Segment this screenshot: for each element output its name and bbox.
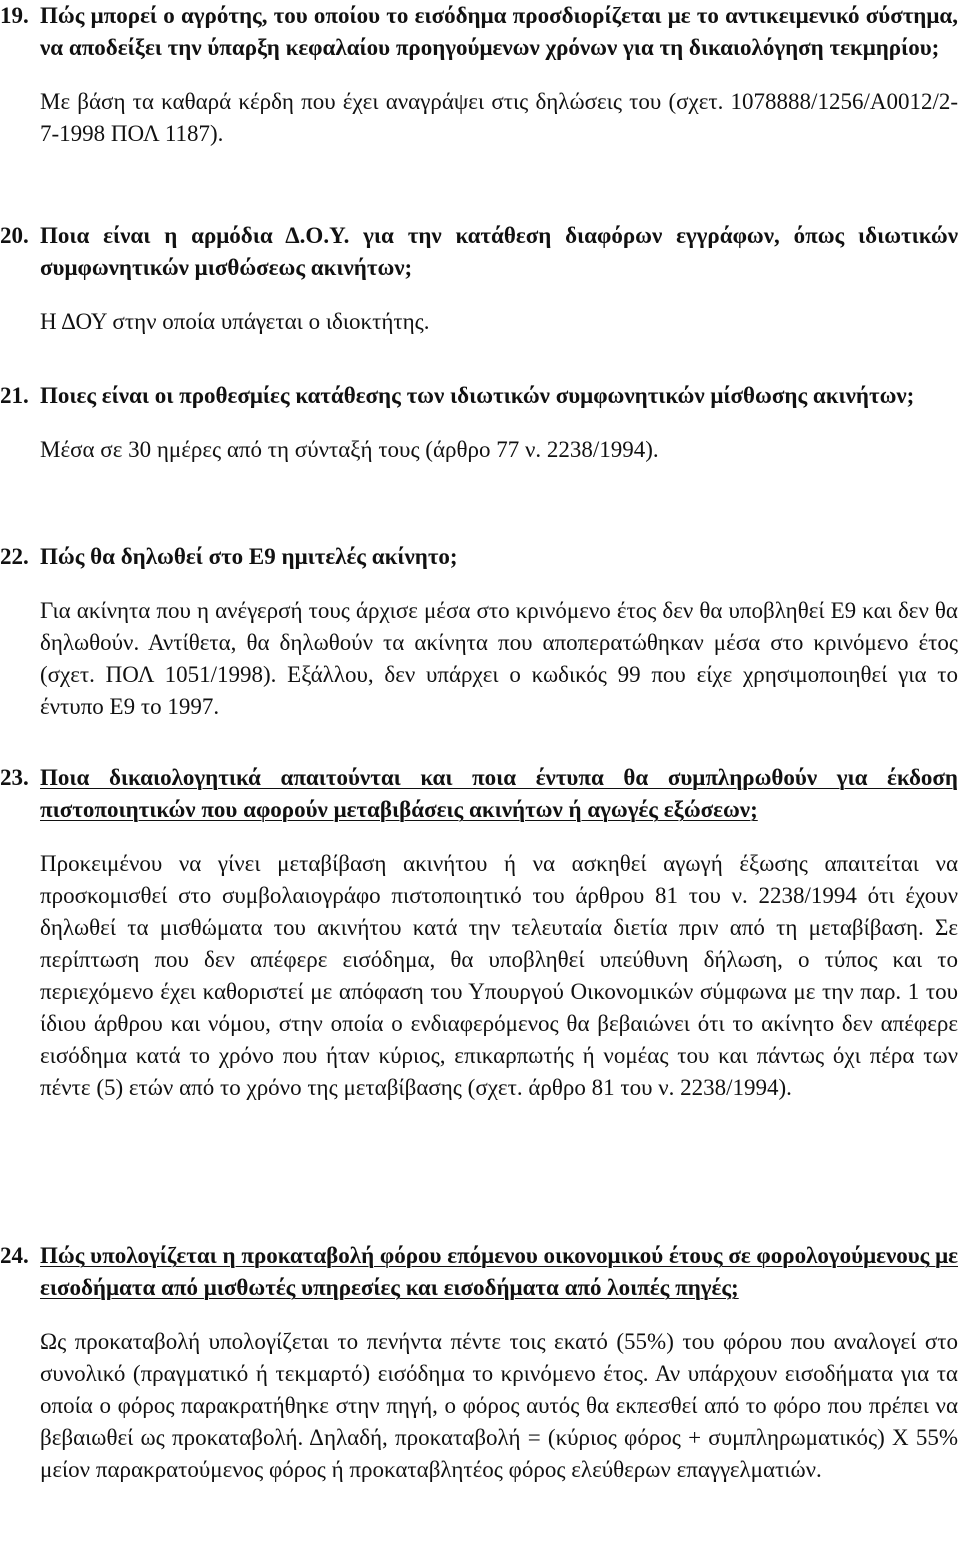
question-number: 20. [0,223,29,248]
question-number: 19. [0,3,29,28]
question-23 [0,762,958,826]
question-number: 23. [0,765,29,790]
answer-21: Μέσα σε 30 ημέρες από τη σύνταξή τους (άρθρο 77 ν. 2238/1994). [40,437,659,462]
question-text: Πώς υπολογίζεται η προκαταβολή φόρου επόμενου οικονομικού έτους σε φορολογούμενους με εισοδήματα από μισθωτές υπηρεσίες και εισοδήματα από λοιπές πηγές; [40,1243,958,1300]
question-22 [0,541,958,573]
question-number: 24. [0,1243,29,1268]
question-number: 21. [0,383,29,408]
answer-23: Προκειμένου να γίνει μεταβίβαση ακινήτου ή να ασκηθεί αγωγή έξωσης απαιτείται να προσκομισθεί στο συμβολαιογράφο πιστοποιητικό του άρθρου 81 του ν. 2238/1994 ότι έχουν δηλωθεί τα μισθώματα του ακινήτου κατά την τελευταία διετία πριν από τη μεταβίβαση. Σε περίπτωση που δεν απέφερε εισόδημα, θα υποβληθεί υπεύθυνη δήλωση, ο τύπος και το περιεχόμενο έχει καθοριστεί με απόφαση του Υπουργού Οικονομικών σύμφωνα με την παρ. 1 του ίδιου άρθρου και νόμου, στην οποία ο ενδιαφερόμενος θα βεβαιώνει ότι το ακίνητο δεν απέφερε εισόδημα κατά το χρόνο που ήταν κύριος, επικαρπωτής ή νομέας του και πάντως όχι πέρα των πέντε (5) ετών από το χρόνο της μεταβίβασης (σχετ. άρθρο 81 του ν. 2238/1994). [40,851,958,1100]
question-text: Ποια είναι η αρμόδια Δ.Ο.Υ. για την κατάθεση διαφόρων εγγράφων, όπως ιδιωτικών συμφωνητικών μισθώσεως ακινήτων; [40,223,958,280]
question-text: Ποια δικαιολογητικά απαιτούνται και ποια έντυπα θα συμπληρωθούν για έκδοση πιστοποιητικών που αφορούν μεταβιβάσεις ακινήτων ή αγωγές εξώσεων; [40,765,958,822]
answer-24: Ως προκαταβολή υπολογίζεται το πενήντα πέντε τοις εκατό (55%) του φόρου που αναλογεί στο συνολικό (πραγματικό ή τεκμαρτό) εισόδημα το κρινόμενο έτος. Αν υπάρχουν εισοδήματα για τα οποία ο φόρος παρακρατήθηκε στην πηγή, ο φόρος αυτός θα εκπεσθεί από το φόρο που πρέπει να βεβαιωθεί ως προκαταβολή. Δηλαδή, προκαταβολή = (κύριος φόρος + συμπληρωματικός) Χ 55% μείον παρακρατούμενος φόρος ή προκαταβλητέος φόρος ελεύθερων επαγγελματιών. [40,1329,958,1482]
question-19 [0,0,958,64]
question-21 [0,380,958,412]
question-text: Πώς θα δηλωθεί στο Ε9 ημιτελές ακίνητο; [40,544,458,569]
question-number: 22. [0,544,29,569]
qa-item-20 [0,220,958,338]
answer-20: Η ΔΟΥ στην οποία υπάγεται ο ιδιοκτήτης. [40,309,430,334]
qa-item-23 [0,762,958,1104]
question-text: Πώς μπορεί ο αγρότης, του οποίου το εισόδημα προσδιορίζεται με το αντικειμενικό σύστημα, να αποδείξει την ύπαρξη κεφαλαίου προηγούμενων χρόνων για τη δικαιολόγηση τεκμηρίου; [40,3,958,60]
qa-item-24 [0,1240,958,1486]
qa-item-21 [0,380,958,466]
answer-22: Για ακίνητα που η ανέγερσή τους άρχισε μέσα στο κρινόμενο έτος δεν θα υποβληθεί Ε9 και δεν θα δηλωθούν. Αντίθετα, θα δηλωθούν τα ακίνητα που αποπερατώθηκαν μέσα στο κρινόμενο έτος (σχετ. ΠΟΛ 1051/1998). Εξάλλου, δεν υπάρχει ο κωδικός 99 που είχε χρησιμοποιηθεί για το έντυπο Ε9 το 1997. [40,598,958,719]
question-text: Ποιες είναι οι προθεσμίες κατάθεσης των ιδιωτικών συμφωνητικών μίσθωσης ακινήτων; [40,383,915,408]
question-24 [0,1240,958,1304]
question-20 [0,220,958,284]
qa-item-22 [0,541,958,723]
qa-item-19 [0,0,958,150]
answer-19: Με βάση τα καθαρά κέρδη που έχει αναγράψει στις δηλώσεις του (σχετ. 1078888/1256/Α0012/2-7-1998 ΠΟΛ 1187). [40,89,958,146]
